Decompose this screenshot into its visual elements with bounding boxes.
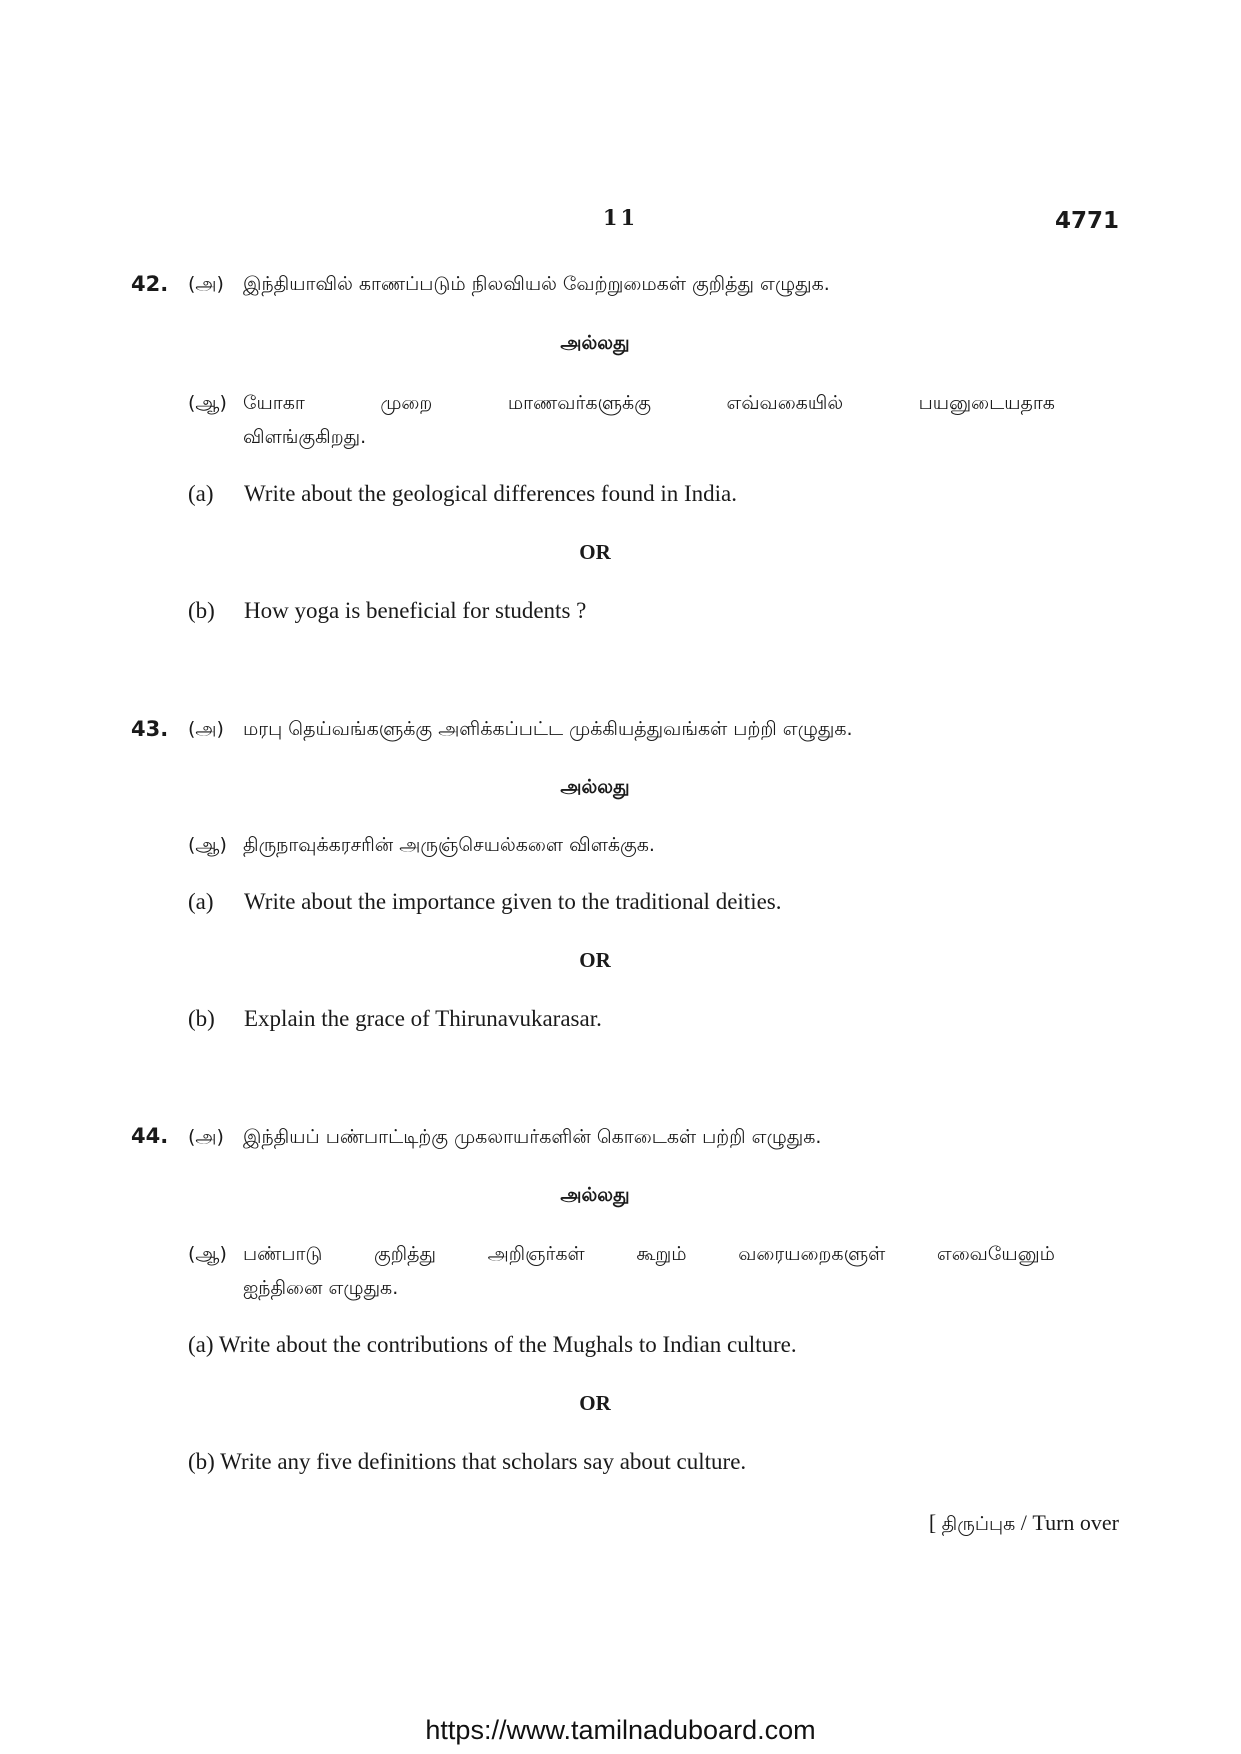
option-marker: (ஆ) xyxy=(188,1243,227,1265)
option-marker: (ஆ) xyxy=(188,834,227,856)
english-question-a: (a) Write about the contributions of the Mughals to Indian culture. xyxy=(188,1332,797,1357)
slash: / xyxy=(1020,1510,1027,1535)
option-marker: (a) xyxy=(188,889,214,914)
tamil-question-b-line1 xyxy=(243,392,1055,417)
tamil-question-a: இந்தியாவில் காணப்படும் நிலவியல் வேற்றுமைகள் குறித்து எழுதுக. xyxy=(243,273,830,295)
tamil-question-b-line2: விளங்குகிறது. xyxy=(243,426,367,448)
word: மாணவர்களுக்கு xyxy=(507,392,651,414)
english-question-a: Write about the geological differences found in India. xyxy=(244,481,737,506)
question-number: 42. xyxy=(131,272,169,296)
page-number: 11 xyxy=(602,205,639,230)
tamil-or: அல்லது xyxy=(560,332,630,354)
english-question-b: How yoga is beneficial for students ? xyxy=(244,598,587,623)
english-or: OR xyxy=(579,948,611,972)
word: பயனுடையதாக xyxy=(918,392,1055,414)
question-number: 43. xyxy=(131,717,169,741)
tamil-or: அல்லது xyxy=(560,1184,630,1206)
question-number: 44. xyxy=(131,1124,169,1148)
turn-english: Turn over xyxy=(1032,1510,1119,1535)
turn-tamil: திருப்புக xyxy=(941,1513,1016,1535)
tamil-question-b-line1 xyxy=(243,1243,1055,1268)
word: கூறும் xyxy=(636,1243,687,1265)
bracket: [ xyxy=(928,1510,937,1535)
paper-code: 4771 xyxy=(1054,208,1119,234)
option-marker: (b) xyxy=(188,1006,215,1031)
english-or: OR xyxy=(579,1391,611,1415)
tamil-question-a: மரபு தெய்வங்களுக்கு அளிக்கப்பட்ட முக்கியத்துவங்கள் பற்றி எழுதுக. xyxy=(243,718,853,740)
source-url: https://www.tamilnaduboard.com xyxy=(425,1715,816,1745)
option-marker: (ஆ) xyxy=(188,392,227,414)
word: குறித்து xyxy=(373,1243,436,1265)
word: யோகா xyxy=(243,392,305,414)
word: வரையறைகளுள் xyxy=(738,1243,886,1265)
english-question-b: (b) Write any five definitions that scholars say about culture. xyxy=(188,1449,747,1474)
option-marker: (a) xyxy=(188,481,214,506)
tamil-question-a: இந்தியப் பண்பாட்டிற்கு முகலாயர்களின் கொடைகள் பற்றி எழுதுக. xyxy=(243,1126,822,1148)
word: முறை xyxy=(380,392,433,414)
english-question-b: Explain the grace of Thirunavukarasar. xyxy=(244,1006,602,1031)
word: பண்பாடு xyxy=(243,1243,323,1265)
option-marker: (b) xyxy=(188,598,215,623)
word: அறிஞர்கள் xyxy=(487,1243,585,1265)
english-question-a: Write about the importance given to the traditional deities. xyxy=(244,889,782,914)
english-or: OR xyxy=(579,540,611,564)
word: எவையேனும் xyxy=(936,1243,1055,1265)
option-marker: (அ) xyxy=(188,1126,224,1148)
option-marker: (அ) xyxy=(188,273,224,295)
tamil-question-b-line2: ஐந்தினை எழுதுக. xyxy=(243,1277,399,1299)
turn-over-note xyxy=(929,1510,1119,1538)
word: எவ்வகையில் xyxy=(726,392,844,414)
tamil-or: அல்லது xyxy=(560,776,630,798)
option-marker: (அ) xyxy=(188,718,224,740)
tamil-question-b: திருநாவுக்கரசரின் அருஞ்செயல்களை விளக்குக. xyxy=(243,834,655,856)
